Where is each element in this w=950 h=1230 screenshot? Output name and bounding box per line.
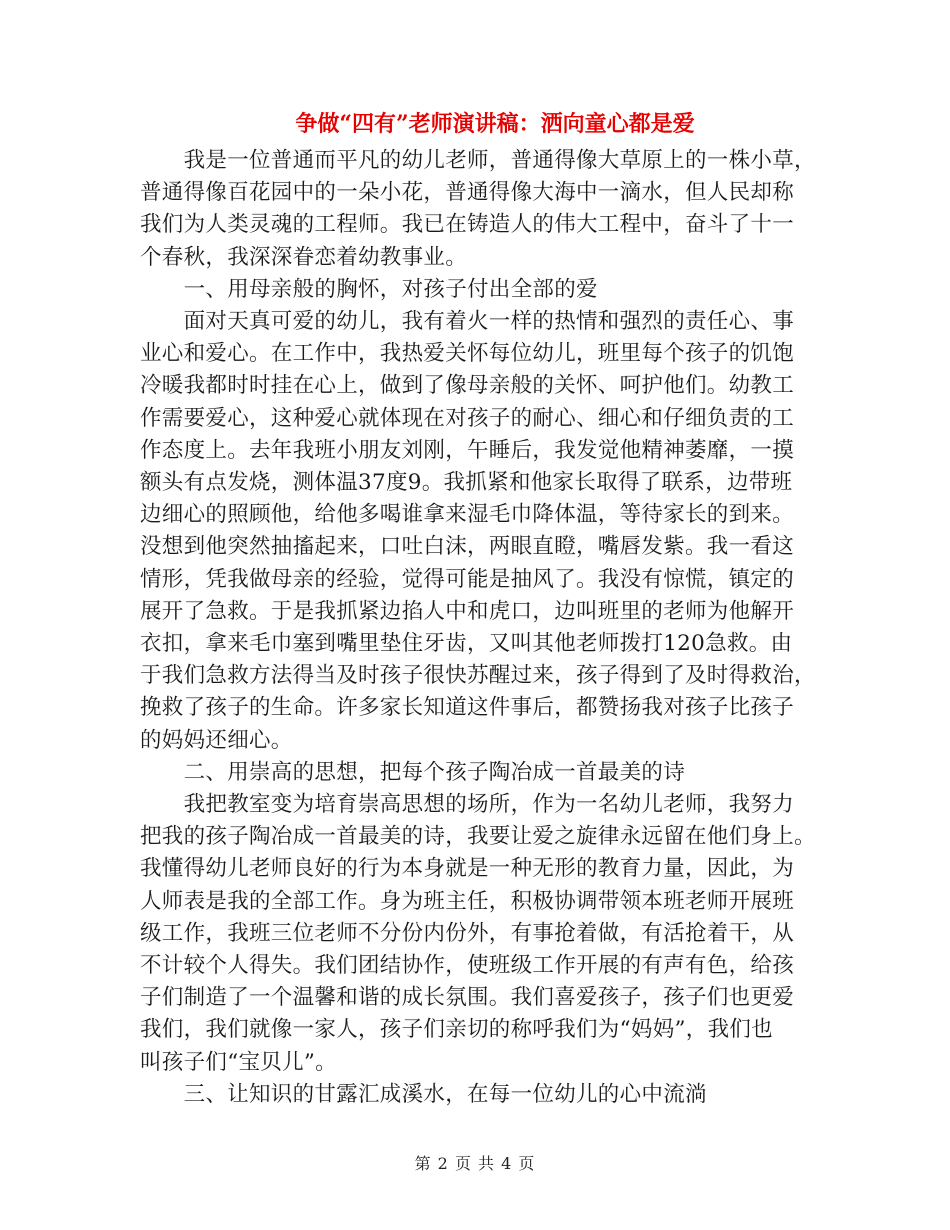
body-line: 的妈妈还细心。 [140,727,293,753]
body-line: 普通得像百花园中的一朵小花，普通得像大海中一滴水，但人民却称 [140,180,795,206]
body-line: 个春秋，我深深眷恋着幼教事业。 [140,244,468,270]
body-line: 冷暖我都时时挂在心上，做到了像母亲般的关怀、呵护他们。幼教工 [140,373,795,399]
body-line: 作态度上。去年我班小朋友刘刚，午睡后，我发觉他精神萎靡，一摸 [140,437,795,463]
body-line: 二、用崇高的思想，把每个孩子陶冶成一首最美的诗 [140,759,686,785]
body-line: 于我们急救方法得当及时孩子很快苏醒过来，孩子得到了及时得救治， [140,663,816,689]
body-line: 业心和爱心。在工作中，我热爱关怀每位幼儿，班里每个孩子的饥饱 [140,341,795,367]
body-line: 我是一位普通而平凡的幼儿老师，普通得像大草原上的一株小草， [140,148,816,173]
body-line: 衣扣，拿来毛巾塞到嘴里垫住牙齿，又叫其他老师拨打120急救。由 [140,631,793,656]
body-line: 面对天真可爱的幼儿，我有着火一样的热情和强烈的责任心、事 [140,309,795,334]
body-line: 叫孩子们“宝贝儿”。 [140,1049,337,1075]
body-line: 边细心的照顾他，给他多喝谁拿来湿毛巾降体温，等待家长的到来。 [140,502,795,528]
body-line: 一、用母亲般的胸怀，对孩子付出全部的爱 [140,276,598,302]
body-line: 作需要爱心，这种爱心就体现在对孩子的耐心、细心和仔细负责的工 [140,405,795,431]
body-line: 额头有点发烧，测体温37度9。我抓紧和他家长取得了联系，边带班 [140,470,793,495]
body-line: 级工作，我班三位老师不分份内份外，有事抢着做，有活抢着干，从 [140,920,795,946]
body-line: 没想到他突然抽搐起来，口吐白沫，两眼直瞪，嘴唇发紫。我一看这 [140,534,795,560]
body-line: 我们，我们就像一家人，孩子们亲切的称呼我们为“妈妈”，我们也 [140,1017,773,1043]
document-title: 争做“四有”老师演讲稿：洒向童心都是爱 [295,111,695,137]
body-line: 三、让知识的甘露汇成溪水，在每一位幼儿的心中流淌 [140,1081,707,1107]
body-line: 展开了急救。于是我抓紧边掐人中和虎口，边叫班里的老师为他解开 [140,598,795,624]
body-line: 我把教室变为培育崇高思想的场所，作为一名幼儿老师，我努力 [140,792,795,817]
body-line: 我们为人类灵魂的工程师。我已在铸造人的伟大工程中，奋斗了十一 [140,212,795,238]
page-footer: 第 2 页 共 4 页 [414,1154,536,1173]
body-line: 挽救了孩子的生命。许多家长知道这件事后，都赞扬我对孩子比孩子 [140,695,795,721]
body-line: 情形，凭我做母亲的经验，觉得可能是抽风了。我没有惊慌，镇定的 [140,566,795,592]
body-line: 人师表是我的全部工作。身为班主任，积极协调带领本班老师开展班 [140,888,795,914]
body-line: 不计较个人得失。我们团结协作，使班级工作开展的有声有色，给孩 [140,953,795,978]
body-line: 我懂得幼儿老师良好的行为本身就是一种无形的教育力量，因此，为 [140,856,795,882]
body-line: 子们制造了一个温馨和谐的成长氛围。我们喜爱孩子，孩子们也更爱 [140,985,795,1011]
body-line: 把我的孩子陶冶成一首最美的诗，我要让爱之旋律永远留在他们身上。 [140,824,816,850]
